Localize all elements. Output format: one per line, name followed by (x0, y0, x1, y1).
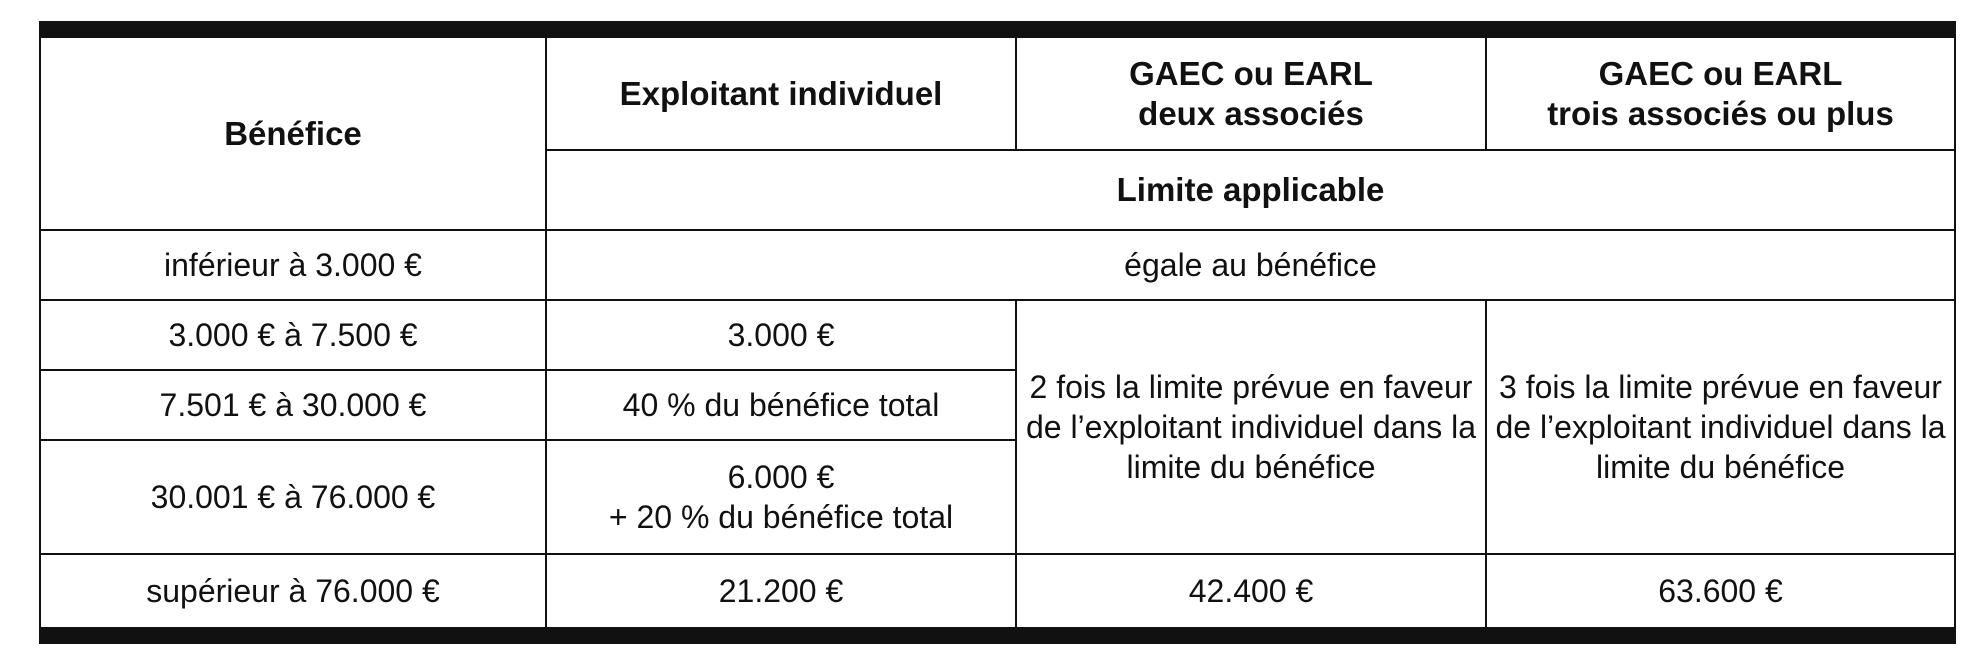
table-row (41, 230, 1954, 300)
header-gaec-deux-associes (1016, 38, 1486, 150)
limit-table-frame (39, 21, 1956, 644)
header-gaec-trois-associes (1486, 38, 1954, 150)
table-row (41, 554, 1954, 627)
header-gaec3-line1: GAEC ou EARL (1598, 54, 1843, 92)
cell-benefice: 30.001 € à 76.000 € (41, 440, 546, 554)
header-gaec2-line1: GAEC ou EARL (1129, 54, 1373, 92)
header-exploitant-individuel: Exploitant individuel (546, 38, 1016, 150)
cell-exploitant-line2: + 20 % du bénéfice total (608, 499, 954, 535)
cell-benefice: inférieur à 3.000 € (41, 230, 546, 300)
cell-benefice: 7.501 € à 30.000 € (41, 370, 546, 440)
cell-benefice: 3.000 € à 7.500 € (41, 300, 546, 370)
header-benefice: Bénéfice (41, 38, 546, 230)
cell-limite-egale: égale au bénéfice (546, 230, 1954, 300)
cell-exploitant (546, 440, 1016, 554)
cell-gaec3: 63.600 € (1486, 554, 1954, 627)
cell-gaec3-merged: 3 fois la limite prévue en faveur de l’exploitant individuel dans la limite du bénéfice (1486, 300, 1954, 554)
header-gaec3-line2: trois associés ou plus (1547, 94, 1894, 132)
cell-gaec2-merged: 2 fois la limite prévue en faveur de l’exploitant individuel dans la limite du bénéfice (1016, 300, 1486, 554)
limit-table (41, 38, 1954, 627)
cell-gaec2: 42.400 € (1016, 554, 1486, 627)
header-limite-applicable: Limite applicable (546, 150, 1954, 230)
cell-exploitant: 21.200 € (546, 554, 1016, 627)
cell-benefice: supérieur à 76.000 € (41, 554, 546, 627)
table-row (41, 300, 1954, 370)
header-gaec2-line2: deux associés (1138, 94, 1364, 132)
header-row (41, 38, 1954, 150)
cell-exploitant-line1: 6.000 € (727, 459, 835, 495)
cell-exploitant: 3.000 € (546, 300, 1016, 370)
cell-exploitant: 40 % du bénéfice total (546, 370, 1016, 440)
